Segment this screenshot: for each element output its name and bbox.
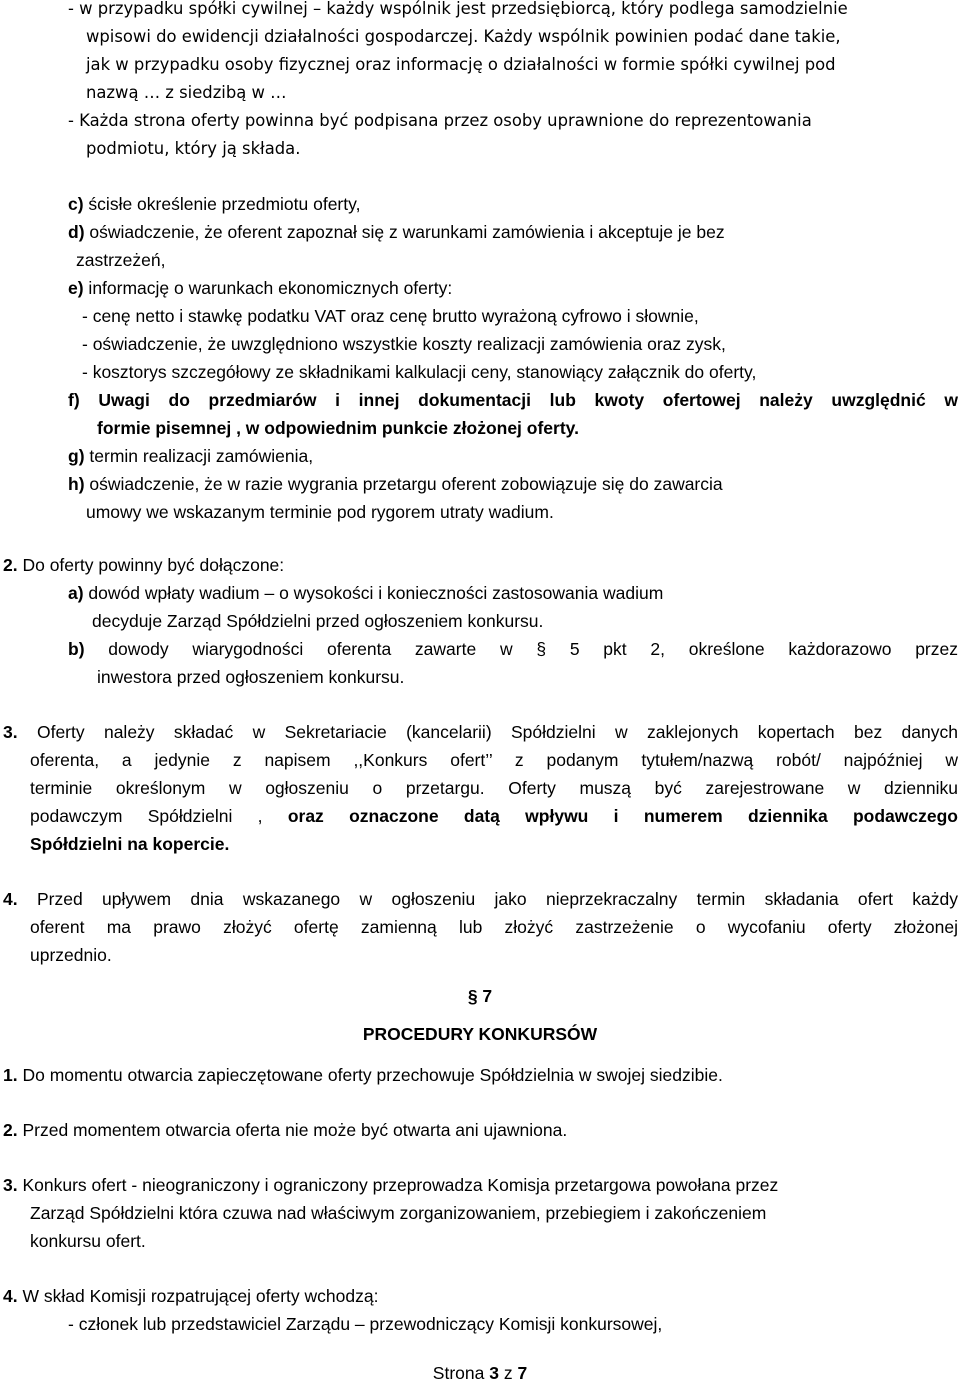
section-2-number: 2. <box>3 555 18 575</box>
procedure-2 <box>3 1119 567 1141</box>
section-4-number: 4. <box>3 889 18 909</box>
list-e-sub-2: - oświadczenie, że uwzględniono wszystkie koszty realizacji zamówienia oraz zysk, <box>82 334 726 354</box>
section-2-text-b-cont: inwestora przed ogłoszeniem konkursu. <box>97 667 405 687</box>
procedure-3-line-3: konkursu ofert. <box>30 1231 146 1251</box>
intro-line-2: wpisowi do ewidencji działalności gospodarczej. Każdy wspólnik powinien podać dane takie, <box>86 27 841 46</box>
section-3-line-2: oferenta, a jedynie z napisem ,,Konkurs ofert’’ z podanym tytułem/nazwą robót/ najpóźniej w <box>30 750 958 770</box>
section-2-text-b: dowody wiarygodności oferenta zawarte w § 5 pkt 2, określone każdorazowo przez <box>84 639 958 659</box>
section-3-text-4b: oraz oznaczone datą wpływu i numerem dziennika podawczego <box>287 806 958 826</box>
procedure-4-number: 4. <box>3 1286 18 1306</box>
procedure-4 <box>3 1285 378 1307</box>
section-7-title: PROCEDURY KONKURSÓW <box>362 1024 598 1044</box>
list-text-c: ścisłe określenie przedmiotu oferty, <box>83 194 361 214</box>
section-2-text: Do oferty powinny być dołączone: <box>17 555 285 575</box>
list-text-d-cont: zastrzeżeń, <box>76 250 166 270</box>
list-label-g: g) <box>68 446 85 466</box>
footer-page-number: 3 <box>489 1363 499 1383</box>
list-label-c: c) <box>68 194 84 214</box>
procedure-3-line-1 <box>3 1174 778 1196</box>
procedure-3-number: 3. <box>3 1175 18 1195</box>
list-text-g: termin realizacji zamówienia, <box>84 446 314 466</box>
section-3-text-1: Oferty należy składać w Sekretariacie (kancelarii) Spółdzielni w zaklejonych kopertach bez danych <box>17 722 958 742</box>
intro-line-3: jak w przypadku osoby fizycznej oraz informację o działalności w formie spółki cywilnej pod <box>86 55 836 74</box>
procedure-4-text: W skład Komisji rozpatrującej oferty wchodzą: <box>17 1286 379 1306</box>
list-item-f-line-2: formie pisemnej , w odpowiednim punkcie złożonej oferty. <box>97 418 579 438</box>
procedure-2-text: Przed momentem otwarcia oferta nie może być otwarta ani ujawniona. <box>17 1120 568 1140</box>
list-text-d: oświadczenie, że oferent zapoznał się z warunkami zamówienia i akceptuje je bez <box>84 222 725 242</box>
list-item-h <box>68 473 723 495</box>
section-4-text-1: Przed upływem dnia wskazanego w ogłoszeniu jako nieprzekraczalny termin składania ofert każdy <box>17 889 958 909</box>
section-2-label-a: a) <box>68 583 84 603</box>
section-3-text-4a: podawczym Spółdzielni , <box>30 806 288 826</box>
section-3-line-5: Spółdzielni na kopercie. <box>30 834 230 854</box>
list-label-h: h) <box>68 474 85 494</box>
procedure-1 <box>3 1064 723 1086</box>
procedure-4-sub: - członek lub przedstawiciel Zarządu – przewodniczący Komisji konkursowej, <box>68 1314 663 1334</box>
section-2-text-a-cont: decyduje Zarząd Spółdzielni przed ogłoszeniem konkursu. <box>92 611 544 631</box>
section-4-line-1 <box>3 888 958 910</box>
list-item-d <box>68 221 725 243</box>
section-3-line-4 <box>30 805 958 827</box>
section-3-line-1 <box>3 721 958 743</box>
list-text-h: oświadczenie, że w razie wygrania przetargu oferent zobowiązuje się do zawarcia <box>84 474 723 494</box>
procedure-3-text-1: Konkurs ofert - nieograniczony i ograniczony przeprowadza Komisja przetargowa powołana przez <box>17 1175 779 1195</box>
intro-line-4: nazwą … z siedzibą w … <box>86 83 287 102</box>
section-2-intro <box>3 554 284 576</box>
list-label-e: e) <box>68 278 84 298</box>
intro-line-5: - Każda strona oferty powinna być podpisana przez osoby uprawnione do reprezentowania <box>68 111 812 130</box>
list-item-f-line-1: f) Uwagi do przedmiarów i innej dokumentacji lub kwoty ofertowej należy uwzględnić w <box>68 390 958 410</box>
intro-line-1: - w przypadku spółki cywilnej – każdy wspólnik jest przedsiębiorcą, który podlega samodzielnie <box>68 0 848 18</box>
section-3-line-3: terminie określonym w ogłoszeniu o przetargu. Oferty muszą być zarejestrowane w dzienniku <box>30 778 958 798</box>
section-2-item-a <box>68 582 663 604</box>
procedure-3-line-2: Zarząd Spółdzielni która czuwa nad właściwym zorganizowaniem, przebiegiem i zakończeniem <box>30 1203 767 1223</box>
list-text-e: informację o warunkach ekonomicznych oferty: <box>83 278 453 298</box>
section-2-text-a: dowód wpłaty wadium – o wysokości i konieczności zastosowania wadium <box>83 583 664 603</box>
footer-total-pages: 7 <box>517 1363 528 1383</box>
footer-mid: z <box>498 1363 518 1383</box>
procedure-1-number: 1. <box>3 1065 18 1085</box>
section-2-label-b: b) <box>68 639 85 659</box>
list-e-sub-1: - cenę netto i stawkę podatku VAT oraz cenę brutto wyrażoną cyfrowo i słownie, <box>82 306 699 326</box>
procedure-2-number: 2. <box>3 1120 18 1140</box>
section-7-heading: § 7 <box>467 986 493 1006</box>
list-text-h-cont: umowy we wskazanym terminie pod rygorem utraty wadium. <box>86 502 554 522</box>
list-label-d: d) <box>68 222 85 242</box>
section-2-item-b <box>68 638 958 660</box>
section-3-number: 3. <box>3 722 18 742</box>
section-4-line-2: oferent ma prawo złożyć ofertę zamienną lub złożyć zastrzeżenie o wycofaniu oferty złożonej <box>30 917 958 937</box>
list-item-e <box>68 277 452 299</box>
list-e-sub-3: - kosztorys szczegółowy ze składnikami kalkulacji ceny, stanowiący załącznik do oferty, <box>82 362 757 382</box>
section-4-line-3: uprzednio. <box>30 945 112 965</box>
intro-line-6: podmiotu, który ją składa. <box>86 139 301 158</box>
list-item-c <box>68 193 360 215</box>
list-item-g <box>68 445 313 467</box>
procedure-1-text: Do momentu otwarcia zapieczętowane oferty przechowuje Spółdzielnia w swojej siedzibie. <box>17 1065 723 1085</box>
footer-prefix: Strona <box>432 1363 490 1383</box>
page-footer <box>0 1362 960 1384</box>
